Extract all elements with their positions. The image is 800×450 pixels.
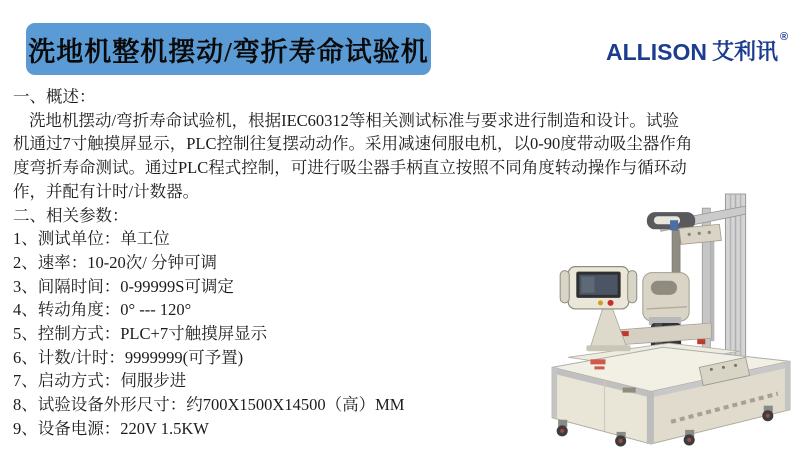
brand-logo-cjk: 艾利讯 [711,39,778,64]
parameter-item-2: 2、速率：10-20次/ 分钟可调 [13,252,217,272]
overview-heading: 一、概述： [13,87,96,106]
parameter-item-8: 8、试验设备外形尺寸：约700X1500X14500（高）MM [13,395,405,415]
parameter-item-4: 4、转动角度：0° --- 120° [13,300,192,320]
brand-logo-latin: ALLISON [606,39,707,65]
parameter-item-5: 5、控制方式：PLC+7寸触摸屏显示 [13,324,268,344]
parameter-item-6: 6、计数/计时：9999999(可予置) [13,347,244,367]
overview-line-4: 作，并配有计时/计数器。 [13,181,200,201]
brand-logo [606,31,789,65]
title-banner [26,23,431,75]
machine-photo [538,190,796,448]
registered-mark: ® [779,31,789,43]
parameter-item-7: 7、启动方式：伺服步进 [13,371,187,391]
content [13,85,693,441]
overview-line-2: 机通过7寸触摸屏显示，PLC控制往复摆动动作。采用减速伺服电机，以0-90度带动吸尘器作角 [13,134,693,154]
parameter-item-1: 1、测试单位：单工位 [13,229,170,249]
page-title: 洗地机整机摆动/弯折寿命试验机 [28,36,429,67]
overview-line-3: 度弯折寿命测试。通过PLC程式控制，可进行吸尘器手柄直立按照不同角度转动操作与循环动 [13,158,687,178]
machine-illustration [538,190,796,448]
parameter-item-9: 9、设备电源：220V 1.5KW [13,418,209,438]
parameter-item-3: 3、间隔时间：0-99999S可调定 [13,276,234,296]
overview-line-1: 洗地机摆动/弯折寿命试验机，根据IEC60312等相关测试标准与要求进行制造和设计。试验 [29,110,679,130]
parameters-heading: 二、相关参数： [13,205,129,225]
